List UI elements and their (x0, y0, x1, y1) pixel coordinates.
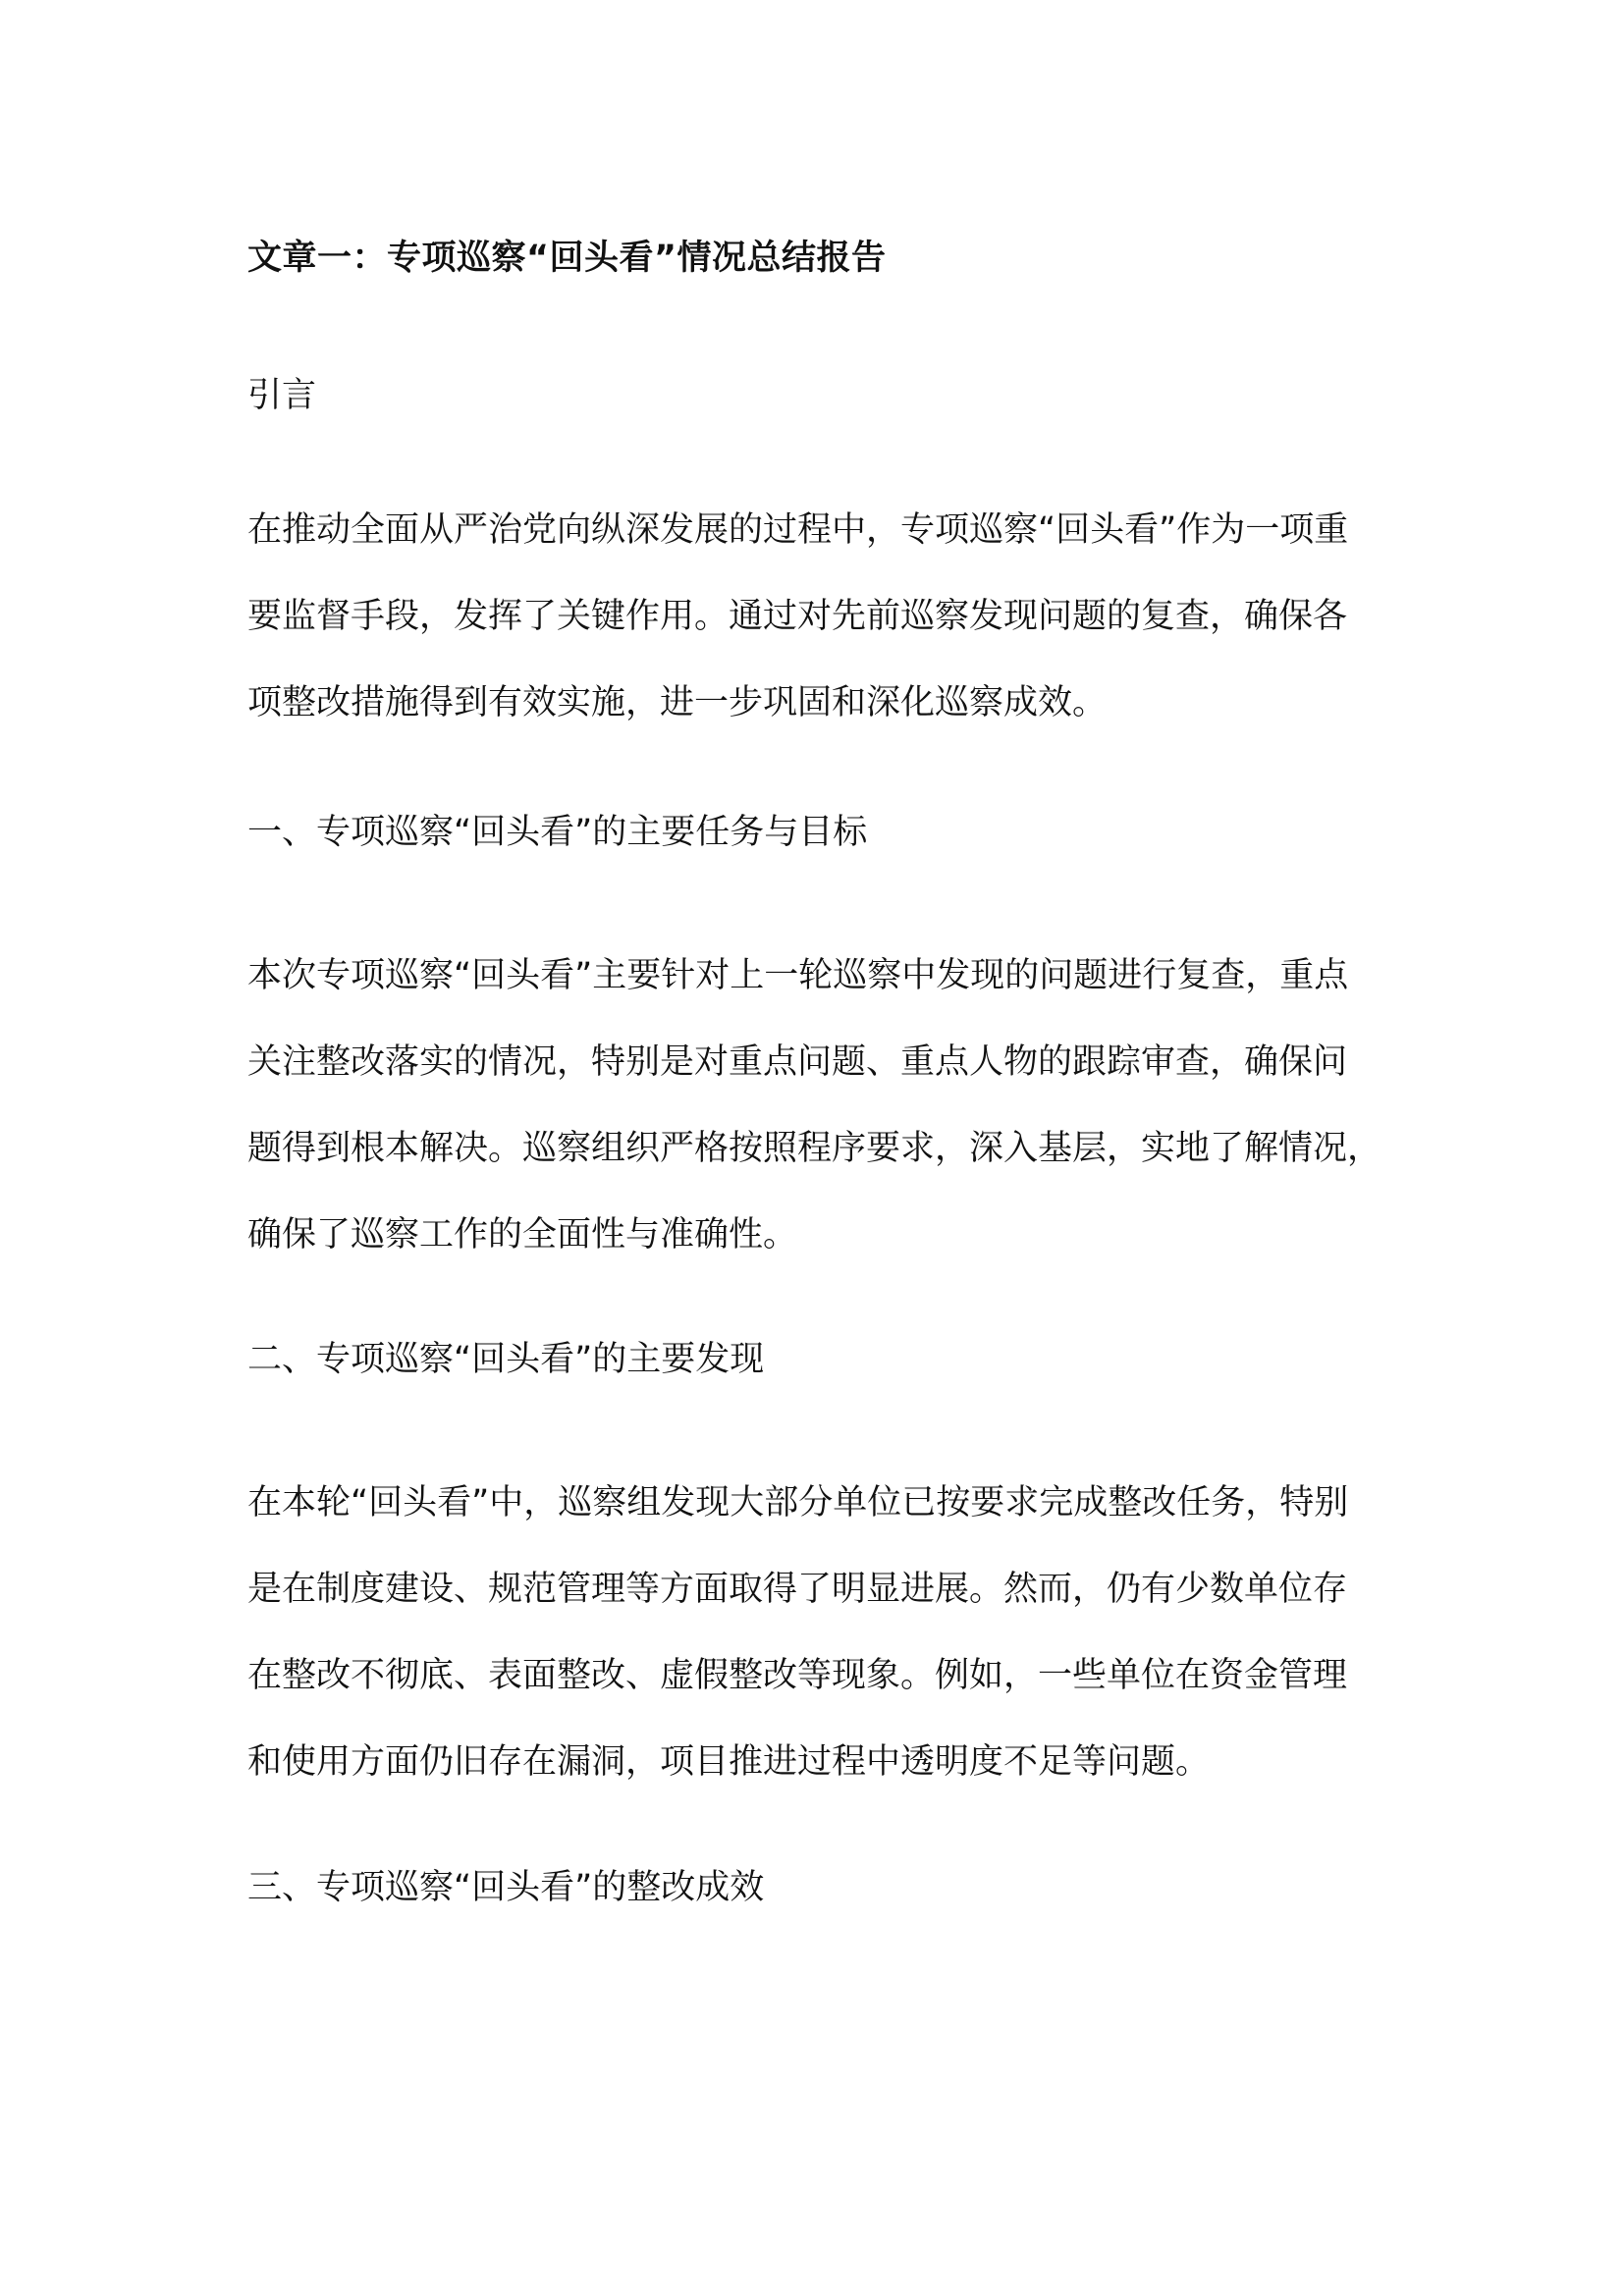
paragraph-line: 在整改不彻底、表面整改、虚假整改等现象。例如，一些单位在资金管理 (247, 1656, 1348, 1695)
section3-heading: 三、专项巡察“回头看”的整改成效 (247, 1868, 765, 1907)
section2-heading: 二、专项巡察“回头看”的主要发现 (247, 1340, 765, 1379)
intro-heading: 引言 (247, 376, 317, 415)
section1-paragraph (247, 933, 1406, 1278)
paragraph-line: 要监督手段，发挥了关键作用。通过对先前巡察发现问题的复查，确保各 (247, 597, 1348, 636)
paragraph-line: 和使用方面仍旧存在漏洞，项目推进过程中透明度不足等问题。 (247, 1742, 1211, 1782)
paragraph-line: 在本轮“回头看”中，巡察组发现大部分单位已按要求完成整改任务，特别 (247, 1483, 1349, 1522)
paragraph-line: 项整改措施得到有效实施，进一步巩固和深化巡察成效。 (247, 683, 1108, 722)
paragraph-line: 在推动全面从严治党向纵深发展的过程中，专项巡察“回头看”作为一项重 (247, 510, 1349, 550)
document-title: 文章一：专项巡察“回头看”情况总结报告 (247, 239, 887, 278)
paragraph-line: 题得到根本解决。巡察组织严格按照程序要求，深入基层，实地了解情况， (247, 1129, 1382, 1168)
paragraph-line: 确保了巡察工作的全面性与准确性。 (247, 1215, 798, 1255)
paragraph-line: 关注整改落实的情况，特别是对重点问题、重点人物的跟踪审查，确保问 (247, 1042, 1348, 1082)
section1-heading: 一、专项巡察“回头看”的主要任务与目标 (247, 813, 868, 852)
intro-paragraph (247, 487, 1406, 746)
section2-paragraph (247, 1460, 1406, 1805)
paragraph-line: 是在制度建设、规范管理等方面取得了明显进展。然而，仍有少数单位存 (247, 1570, 1348, 1609)
paragraph-line: 本次专项巡察“回头看”主要针对上一轮巡察中发现的问题进行复查，重点 (247, 956, 1349, 995)
